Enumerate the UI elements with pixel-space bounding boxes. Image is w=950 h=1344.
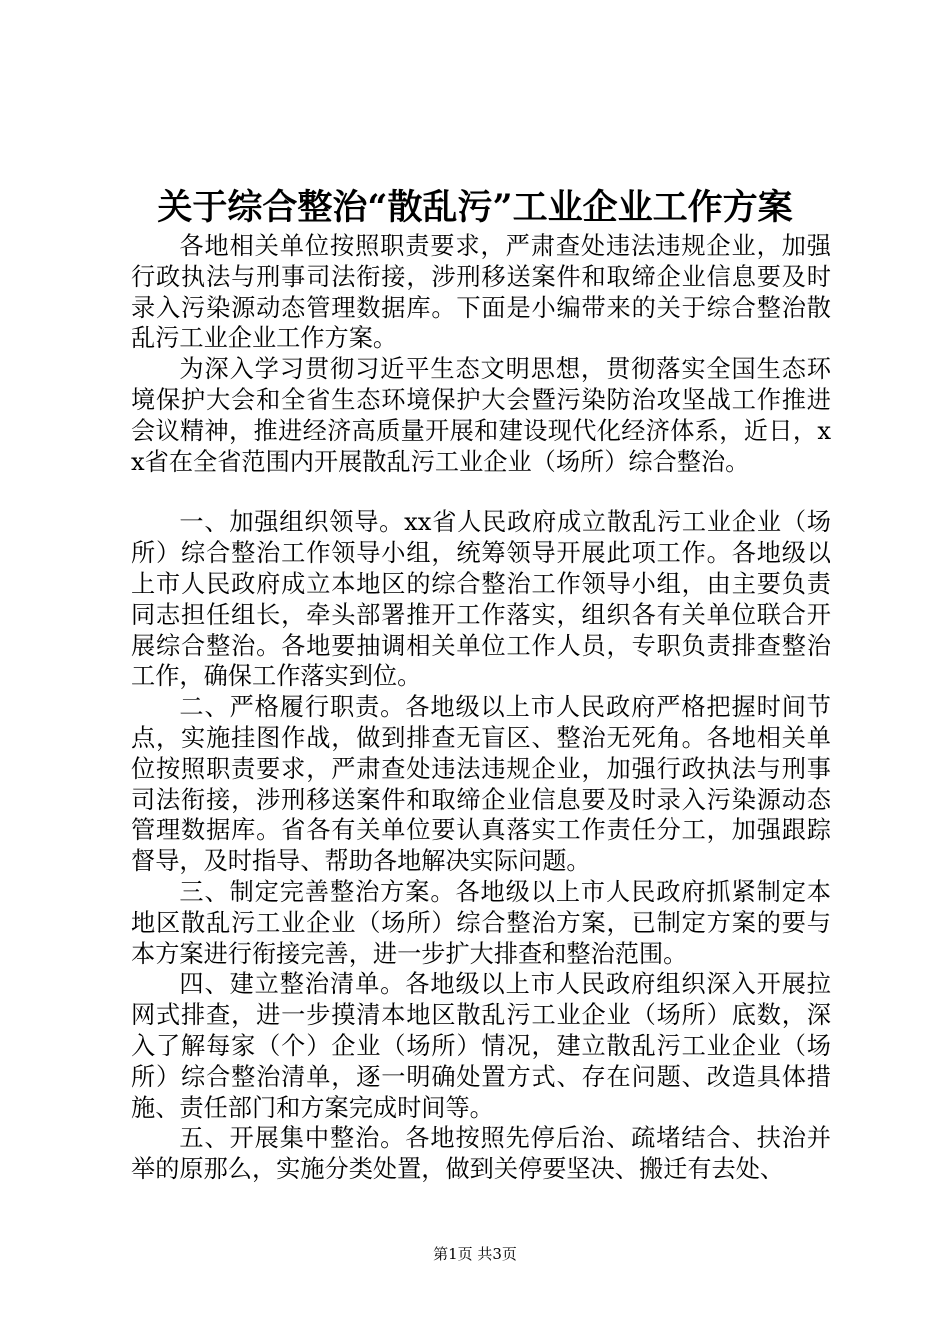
page-footer: 第1页 共3页: [433, 1245, 517, 1263]
section-paragraph-5: 五、开展集中整治。各地按照先停后治、疏堵结合、扶治并举的原那么，实施分类处置，做到关停要坚决、搬迁有去处、: [131, 1124, 831, 1184]
section-paragraph-2: 二、严格履行职责。各地级以上市人民政府严格把握时间节点，实施挂图作战，做到排查无盲区、整治无死角。各地相关单位按照职责要求，严肃查处违法违规企业，加强行政执法与刑事司法衔接，涉刑移送案件和取缔企业信息要及时录入污染源动态管理数据库。省各有关单位要认真落实工作责任分工，加强跟踪督导，及时指导、帮助各地解决实际问题。: [131, 693, 831, 876]
paragraph-gap: [131, 477, 831, 507]
document-title: 关于综合整治“散乱污”工业企业工作方案: [157, 187, 793, 228]
section-paragraph-3: 三、制定完善整治方案。各地级以上市人民政府抓紧制定本地区散乱污工业企业（场所）综合整治方案，已制定方案的要与本方案进行衔接完善，进一步扩大排查和整治范围。: [131, 877, 831, 968]
section-paragraph-4: 四、建立整治清单。各地级以上市人民政府组织深入开展拉网式排查，进一步摸清本地区散乱污工业企业（场所）底数，深入了解每家（个）企业（场所）情况，建立散乱污工业企业（场所）综合整治清单，逐一明确处置方式、存在问题、改造具体措施、责任部门和方案完成时间等。: [131, 970, 831, 1122]
section-paragraph-1: 一、加强组织领导。xx省人民政府成立散乱污工业企业（场所）综合整治工作领导小组，统筹领导开展此项工作。各地级以上市人民政府成立本地区的综合整治工作领导小组，由主要负责同志担任组长，牵头部署推开工作落实，组织各有关单位联合开展综合整治。各地要抽调相关单位工作人员，专职负责排查整治工作，确保工作落实到位。: [131, 508, 831, 691]
intro-paragraph: 为深入学习贯彻习近平生态文明思想，贯彻落实全国生态环境保护大会和全省生态环境保护大会暨污染防治攻坚战工作推进会议精神，推进经济高质量开展和建设现代化经济体系，近日，xx省在全省范围内开展散乱污工业企业（场所）综合整治。: [131, 355, 831, 476]
intro-paragraph: 各地相关单位按照职责要求，严肃查处违法违规企业，加强行政执法与刑事司法衔接，涉刑移送案件和取缔企业信息要及时录入污染源动态管理数据库。下面是小编带来的关于综合整治散乱污工业企业工作方案。: [131, 232, 831, 353]
document-body: [131, 231, 831, 1185]
